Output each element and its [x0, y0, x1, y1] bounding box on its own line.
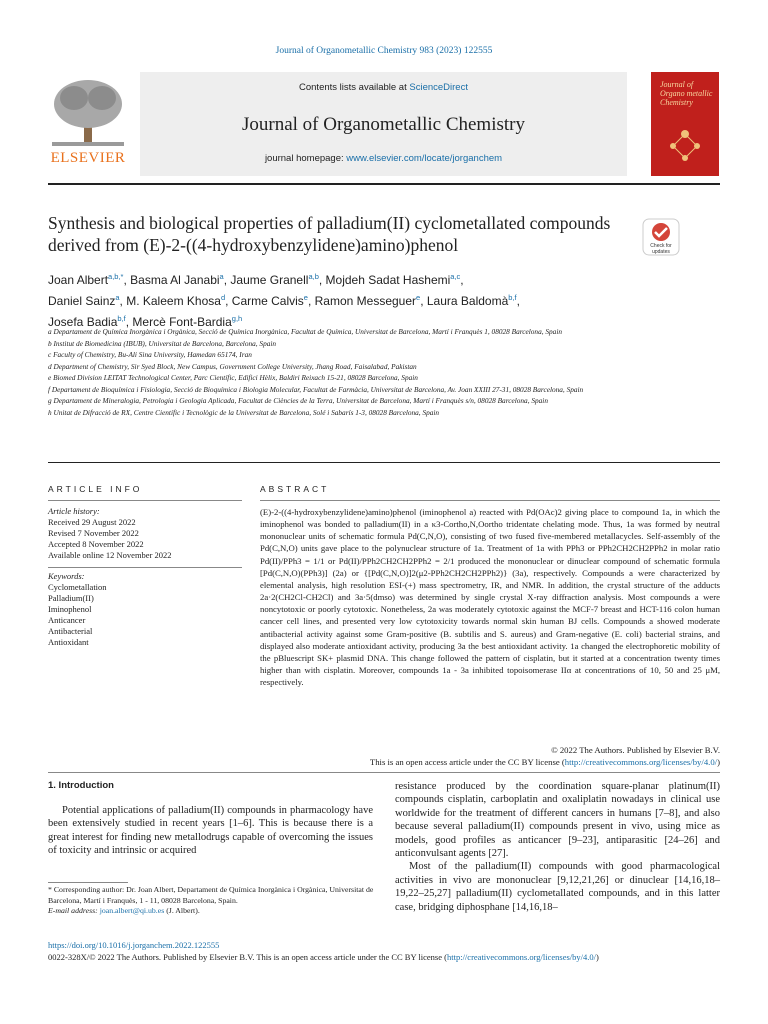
affiliation-item: d Department of Chemistry, Sir Syed Block, New Campus, Government College University, Jhang Road, Faisalabad, Pakistan — [48, 361, 417, 371]
homepage-link[interactable]: www.elsevier.com/locate/jorganchem — [346, 153, 503, 164]
header-divider — [48, 183, 720, 185]
author-separator: , — [225, 294, 232, 308]
article-title: Synthesis and biological properties of palladium(II) cyclometallated compounds derived from (E)-2-((4-hydroxybenzylidene)amino)phenol — [48, 213, 611, 255]
keywords-label: Keywords: — [48, 571, 85, 581]
email-label: E-mail address: — [48, 906, 100, 915]
email-suffix: (J. Albert). — [164, 906, 200, 915]
author-name[interactable]: Carme Calvis — [231, 294, 304, 308]
affiliation-item: g Departament de Mineralogia, Petrologia i Geologia Aplicada, Facultat de Ciències de la Terra, Universitat de Barcelona, Martí i Franquès s/n, 08028 Barcelona, Spain — [48, 396, 548, 405]
author-separator: , — [125, 315, 133, 329]
history-label: Article history: — [48, 506, 100, 516]
keyword: Palladium(II) — [48, 593, 94, 603]
author-name[interactable]: Jaume Granell — [230, 273, 309, 287]
affiliation-item: f Departament de Bioquímica i Fisiologia, Secció de Bioquímica i Biologia Molecular, Facultat de Farmàcia, Universitat de Barcelona, Av. Joan XXIII 27-31, 08028 Barcelona, Spain — [48, 384, 584, 394]
introduction-paragraph: Potential applications of palladium(II) compounds in pharmacology have been extensively studied in recent years [1–6]. This is because there is a great interest for finding new metallodrugs capable of overcoming the issues of toxicity and intrinsic or acquired — [48, 805, 373, 857]
history-received: Received 29 August 2022 — [48, 517, 136, 527]
author-affiliation-marker[interactable]: g,h — [231, 314, 243, 323]
author-affiliation-marker[interactable]: a,b,* — [108, 272, 124, 281]
article-info-divider — [48, 500, 242, 501]
article-info-heading: ARTICLE INFO — [48, 484, 143, 494]
corresponding-author-footnote — [48, 885, 378, 917]
keyword: Antibacterial — [48, 626, 93, 636]
affiliation-item: h Unitat de Difracció de RX, Centre Científic i Tecnològic de la Universitat de Barcelona, Solé i Sabarís 1-3, 08028 Barcelona, Spain — [48, 407, 440, 417]
keyword: Antioxidant — [48, 637, 89, 647]
introduction-paragraph: resistance produced by the coordination square-planar platinum(II) compounds cisplatin, carboplatin and oxaliplatin nowadays in clinical use worldwide for the treatment of different cancers in humans [7–8], and also because several palladium(II) compounds present in vivo, using mice as models, good profiles as anticancer [9–23], antiparasitic [24–26] and anticonvulsant agents [27]. — [395, 781, 720, 860]
keyword: Anticancer — [48, 615, 86, 625]
author-separator: , — [223, 273, 231, 287]
author-name[interactable]: M. Kaleem Khosa — [126, 294, 221, 308]
author-name[interactable]: Joan Albert — [48, 273, 109, 287]
keywords-divider — [48, 567, 242, 568]
email-line — [48, 906, 378, 917]
author-name[interactable]: Josefa Badia — [48, 315, 118, 329]
author-separator: , — [460, 273, 464, 287]
check-for-updates-label: Check for updates — [650, 243, 672, 255]
author-affiliation-marker[interactable]: a,c — [450, 272, 461, 281]
check-for-updates-icon[interactable] — [641, 218, 681, 256]
section-divider — [48, 462, 720, 463]
history-accepted: Accepted 8 November 2022 — [48, 539, 144, 549]
author-affiliation-marker[interactable]: e — [303, 293, 308, 302]
affiliation-item: c Faculty of Chemistry, Bu-Ali Sina University, Hamedan 65174, Iran — [48, 350, 252, 359]
author-name[interactable]: Mojdeh Sadat Hashemi — [325, 273, 451, 287]
history-revised: Revised 7 November 2022 — [48, 528, 139, 538]
author-affiliation-marker[interactable]: d — [220, 293, 226, 302]
body-divider — [48, 772, 720, 773]
keywords-block — [48, 571, 242, 648]
doi-link[interactable]: https://doi.org/10.1016/j.jorganchem.2022.122555 — [48, 940, 220, 950]
author-list — [48, 268, 688, 331]
sciencedirect-link[interactable]: ScienceDirect — [409, 82, 468, 93]
abstract-heading: ABSTRACT — [260, 484, 330, 494]
introduction-heading: 1. Introduction — [48, 780, 114, 791]
author-separator: , — [119, 294, 127, 308]
license-link[interactable]: http://creativecommons.org/licenses/by/4.0/ — [564, 757, 718, 768]
copyright-line: © 2022 The Authors. Published by Elsevier B.V. — [551, 745, 720, 755]
email-link[interactable]: joan.albert@qi.ub.es — [99, 906, 165, 915]
journal-citation[interactable]: Journal of Organometallic Chemistry 983 (2023) 122555 — [275, 46, 493, 56]
journal-title: Journal of Organometallic Chemistry — [241, 114, 525, 135]
author-name[interactable]: Basma Al Janabi — [130, 273, 220, 287]
footnote-divider — [48, 882, 128, 883]
contents-line — [140, 82, 627, 93]
author-affiliation-marker[interactable]: a — [219, 272, 224, 281]
contents-prefix: Contents lists available at — [299, 82, 410, 93]
abstract-text: (E)-2-((4-hydroxybenzylidene)amino)phenol (iminophenol a) reacted with Pd(OAc)2 giving place to compound 1a, in which the iminophenol was bonded to palladium(II) in a κ3-Cortho,N,Oortho tridentate chelating mode. Thus, 1a was formed by neutral mononuclear units of schematic formula Pd(C,N,O), consisting of two fused five-membered metallacycles. Self-assembly of the Pd(C,N,O) units gave place to the polynuclear structure of 1a. Treatment of 1a with PPh3 or PPh2CH2CH2PPh2 in molar ratio Pd(II)/PPh3 = 1/1 or Pd(II)/PPh2CH2CH2PPh2 = 2/1 produced the mononuclear or dinuclear compound of schematic formula [Pd(C,N,O)(PPh3)] (2a) or {[Pd(C,N,O)]2(μ2-PPh2CH2CH2PPh2)} (3a), respectively. Compounds a were characterized by elemental analysis, high resolution ESI-(+) mass spectrometry, IR, and NMR. In addition, the crystal structure of the adducts 2a·2(CH2Cl-CH2Cl) and 3a·5(dmso) was determined by single crystal X-ray diffraction analysis. Most compounds a were noncytotoxic or poorly cytotoxic. Nonetheless, 2a was moderately cytotoxic against the MCF-7 breast and HCT-116 colon human cancer cell lines, and presented very low cytotoxicity towards normal skin human BJ cells. Compounds a showed moderate antibacterial activity against some Gram-positive (B. subtilis and S. aureus) and Gram-negative (E. coli) bacterial strains, and displayed also moderate antioxidant activity, producing 3a the best antioxidant activity. 1a changed the electrophoretic mobility of the pBluescript SK+ plasmid DNA. This change followed the pattern of cisplatin, but it started at a concentration twenty times higher than with cisplatin. Moreover, compounds 1a - 3a inhibited topoisomerase IIα at concentrations of 10, 50 and 25 μM, respectively. — [260, 507, 720, 688]
author-affiliation-marker[interactable]: a,b — [308, 272, 319, 281]
author-affiliation-marker[interactable]: a — [115, 293, 120, 302]
author-affiliation-marker[interactable]: b,f — [117, 314, 126, 323]
affiliation-list — [48, 326, 608, 418]
cover-title: Journal of Organo metallic Chemistry — [660, 80, 713, 107]
introduction-column-2 — [395, 780, 720, 914]
author-separator: , — [516, 294, 520, 308]
issn-text: 0022-328X/© 2022 The Authors. Published by Elsevier B.V. This is an open access article under the CC BY license ( — [48, 952, 447, 962]
license-line — [260, 756, 720, 768]
abstract-divider — [260, 500, 720, 501]
article-history — [48, 506, 242, 561]
affiliation-item: b Institut de Biomedicina (IBUB), Universitat de Barcelona, Barcelona, Spain — [48, 338, 277, 348]
author-separator: , — [307, 294, 315, 308]
journal-homepage — [140, 153, 627, 164]
author-affiliation-marker[interactable]: b,f — [508, 293, 517, 302]
issn-line — [48, 952, 720, 962]
license-suffix: ) — [717, 757, 720, 768]
affiliation-item: a Departament de Química Inorgànica i Orgànica, Secció de Química Inorgànica, Facultat de Química, Universitat de Barcelona, Martí i Franquès 1, 08028 Barcelona, Spain — [48, 327, 563, 336]
corresponding-author: * Corresponding author: Dr. Joan Albert, Departament de Química Inorgànica i Orgànica, Universitat de Barcelona, Martí i Franquès, 1 - 11, 08028 Barcelona, Spain. — [48, 885, 374, 905]
author-name[interactable]: Daniel Sainz — [48, 294, 116, 308]
issn-license-link[interactable]: http://creativecommons.org/licenses/by/4.0/ — [446, 952, 597, 962]
issn-suffix: ) — [596, 952, 599, 962]
abstract-copyright — [260, 744, 720, 768]
author-name[interactable]: Mercè Font-Bardia — [132, 315, 232, 329]
author-name[interactable]: Laura Baldomà — [426, 294, 509, 308]
introduction-paragraph: Most of the palladium(II) compounds with good pharmacological activities in vivo are mononuclear [9,12,21,26] or dinuclear [14,16,18–19,22–25,27] palladium(II) cyclometallated compounds, and in this latter case, bridging diphosphane [14,16,18– — [395, 861, 720, 913]
author-separator: , — [420, 294, 427, 308]
author-name[interactable]: Ramon Messeguer — [314, 294, 417, 308]
keyword: Cyclometallation — [48, 582, 107, 592]
author-affiliation-marker[interactable]: e — [416, 293, 421, 302]
author-separator: , — [318, 273, 326, 287]
author-separator: , — [123, 273, 131, 287]
keyword: Iminophenol — [48, 604, 92, 614]
license-prefix: This is an open access article under the CC BY license ( — [369, 757, 565, 768]
elsevier-wordmark: ELSEVIER — [50, 150, 126, 166]
homepage-prefix: journal homepage: — [264, 153, 347, 164]
history-online: Available online 12 November 2022 — [48, 550, 172, 560]
affiliation-item: e Biomed Division LEITAT Technological Center, Parc Científic, Edifici Hèlix, Baldiri Reixach 15-21, 08028 Barcelona, Spain — [48, 373, 418, 382]
